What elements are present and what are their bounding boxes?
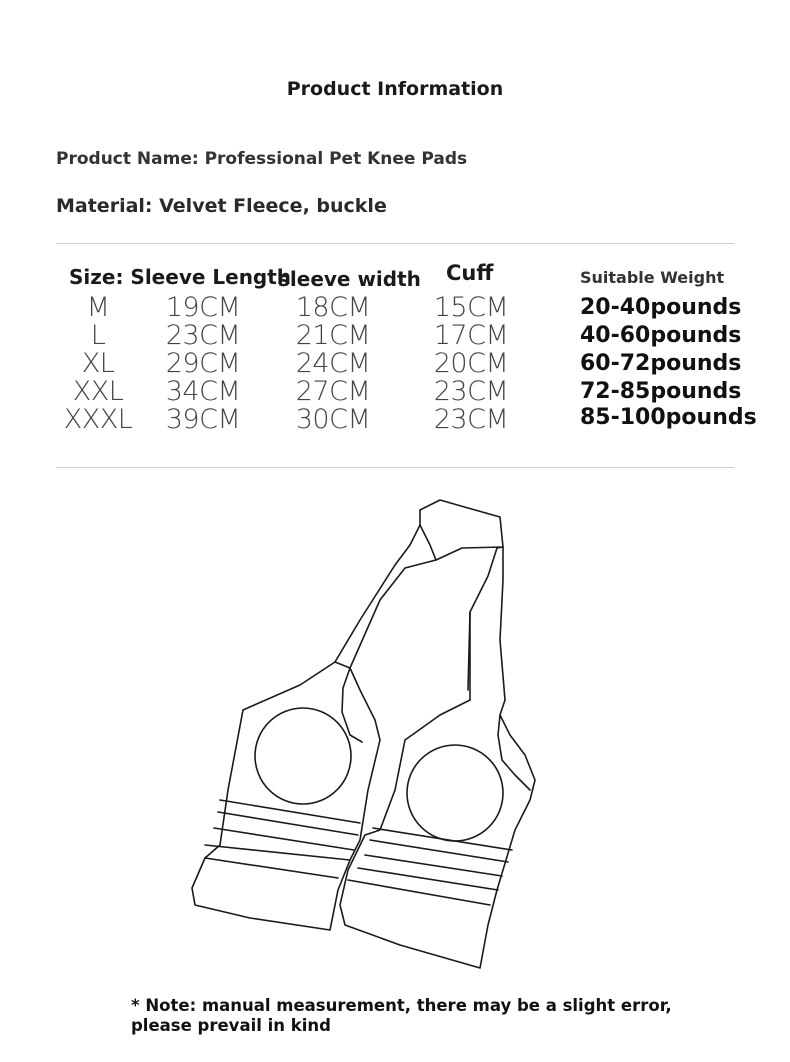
right-pad-stripe [373, 828, 512, 850]
size-cell: XXXL [63, 404, 133, 435]
header-size-length: Size: Sleeve Length [69, 265, 292, 289]
page-title: Product Information [286, 78, 504, 100]
size-cell: M [86, 292, 110, 323]
size-cell: XL [81, 348, 115, 379]
left-pad-body [192, 662, 380, 930]
weight-cell: 20-40pounds [580, 295, 742, 320]
right-pad-strap [470, 547, 505, 700]
left-pad-strap [335, 500, 503, 668]
sleeve-length-column [158, 294, 248, 434]
right-pad-knee-patch [407, 745, 503, 841]
right-pad-body [340, 700, 535, 968]
width-cell: 27CM [295, 376, 371, 407]
note-line-2: please prevail in kind [131, 1016, 331, 1035]
size-column [58, 294, 138, 434]
left-pad-cuff-line [205, 858, 338, 878]
cuff-cell: 17CM [433, 320, 509, 351]
sleeve-width-column [288, 294, 378, 434]
weight-cell: 40-60pounds [580, 323, 742, 348]
note-line-1: * Note: manual measurement, there may be a slight error, [131, 996, 672, 1015]
knee-pad-illustration [180, 492, 560, 972]
cuff-cell: 23CM [433, 376, 509, 407]
cuff-cell: 15CM [433, 292, 509, 323]
left-pad-knee-patch [255, 708, 351, 804]
header-suitable-weight: Suitable Weight [580, 268, 725, 287]
weight-cell: 85-100pounds [580, 405, 757, 430]
length-cell: 19CM [165, 292, 241, 323]
measurement-note [131, 996, 691, 1036]
cuff-column [426, 294, 516, 434]
divider-top [56, 243, 734, 244]
left-pad-stripe [205, 845, 350, 860]
width-cell: 21CM [295, 320, 371, 351]
length-cell: 39CM [165, 404, 241, 435]
left-pad-seam [342, 668, 362, 742]
cuff-cell: 23CM [433, 404, 509, 435]
length-cell: 23CM [165, 320, 241, 351]
product-material: Material: Velvet Fleece, buckle [56, 195, 387, 217]
product-name: Product Name: Professional Pet Knee Pads [56, 149, 468, 169]
size-cell: XXL [72, 376, 124, 407]
left-pad-strap-band [420, 525, 436, 560]
right-pad-cuff-line [348, 880, 490, 905]
header-cuff: Cuff [446, 261, 494, 285]
right-pad-stripe [358, 868, 498, 890]
width-cell: 30CM [295, 404, 371, 435]
weight-column [580, 294, 757, 432]
length-cell: 34CM [165, 376, 241, 407]
weight-cell: 72-85pounds [580, 379, 742, 404]
header-sleeve-width: sleeve width [278, 267, 421, 291]
size-cell: L [90, 320, 106, 351]
width-cell: 24CM [295, 348, 371, 379]
cuff-cell: 20CM [433, 348, 509, 379]
left-pad-stripe [220, 800, 360, 823]
width-cell: 18CM [295, 292, 371, 323]
right-pad-seam [498, 715, 530, 790]
divider-bottom [56, 467, 734, 468]
weight-cell: 60-72pounds [580, 351, 742, 376]
length-cell: 29CM [165, 348, 241, 379]
